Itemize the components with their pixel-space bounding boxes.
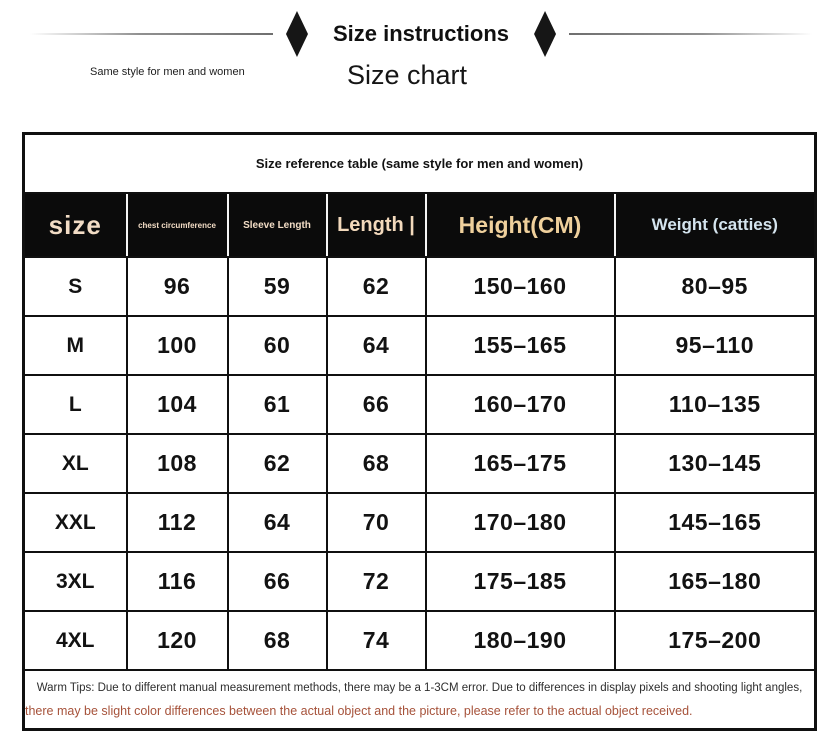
diamond-icon	[286, 11, 308, 57]
page-title: Size chart	[346, 60, 468, 90]
column-header-weight: Weight (catties)	[615, 193, 816, 257]
table-row	[24, 375, 816, 434]
column-header-height: Height(CM)	[426, 193, 615, 257]
chest-cell: 112	[127, 493, 228, 552]
sleeve-cell: 60	[228, 316, 327, 375]
height-cell: 170–180	[426, 493, 615, 552]
size-cell: XXL	[24, 493, 127, 552]
weight-cell: 145–165	[615, 493, 816, 552]
length-cell: 62	[327, 257, 426, 316]
weight-cell: 130–145	[615, 434, 816, 493]
sleeve-cell: 61	[228, 375, 327, 434]
warm-tips-row	[24, 670, 816, 730]
weight-cell: 95–110	[615, 316, 816, 375]
weight-cell: 110–135	[615, 375, 816, 434]
size-cell: L	[24, 375, 127, 434]
length-cell: 74	[327, 611, 426, 670]
diamond-icon	[534, 11, 556, 57]
height-cell: 160–170	[426, 375, 615, 434]
chest-cell: 100	[127, 316, 228, 375]
unisex-note: Same style for men and women	[90, 66, 245, 78]
table-row	[24, 493, 816, 552]
section-title: Size instructions	[332, 21, 510, 46]
size-cell: 3XL	[24, 552, 127, 611]
length-cell: 68	[327, 434, 426, 493]
weight-cell: 80–95	[615, 257, 816, 316]
weight-cell: 165–180	[615, 552, 816, 611]
table-row	[24, 316, 816, 375]
table-caption: Size reference table (same style for men and women)	[24, 134, 816, 194]
height-cell: 155–165	[426, 316, 615, 375]
size-table	[22, 132, 817, 731]
size-cell: XL	[24, 434, 127, 493]
chest-cell: 116	[127, 552, 228, 611]
table-row	[24, 434, 816, 493]
table-row	[24, 611, 816, 670]
table-caption-row	[24, 134, 816, 194]
size-cell: M	[24, 316, 127, 375]
length-cell: 70	[327, 493, 426, 552]
height-cell: 180–190	[426, 611, 615, 670]
column-header-chest: chest circumference	[127, 193, 228, 257]
chest-cell: 108	[127, 434, 228, 493]
sleeve-cell: 62	[228, 434, 327, 493]
column-header-sleeve: Sleeve Length	[228, 193, 327, 257]
chest-cell: 120	[127, 611, 228, 670]
height-cell: 165–175	[426, 434, 615, 493]
right-divider-line	[569, 33, 812, 35]
column-header-length: Length |	[327, 193, 426, 257]
chest-cell: 104	[127, 375, 228, 434]
sleeve-cell: 64	[228, 493, 327, 552]
sleeve-cell: 66	[228, 552, 327, 611]
size-cell: 4XL	[24, 611, 127, 670]
length-cell: 64	[327, 316, 426, 375]
sleeve-cell: 59	[228, 257, 327, 316]
weight-cell: 175–200	[615, 611, 816, 670]
length-cell: 72	[327, 552, 426, 611]
chest-cell: 96	[127, 257, 228, 316]
table-header-row	[24, 193, 816, 257]
warm-tips-line1: Warm Tips: Due to different manual measurement methods, there may be a 1-3CM error. Due to differences in display pixels and shooting light angles,	[36, 681, 803, 694]
warm-tips-line2: there may be slight color differences between the actual object and the picture, please refer to the actual object received.	[25, 703, 693, 718]
height-cell: 175–185	[426, 552, 615, 611]
header-decor	[0, 11, 836, 57]
sleeve-cell: 68	[228, 611, 327, 670]
table-row	[24, 257, 816, 316]
table-row	[24, 552, 816, 611]
column-header-size: size	[24, 193, 127, 257]
height-cell: 150–160	[426, 257, 615, 316]
size-cell: S	[24, 257, 127, 316]
warm-tips	[24, 670, 816, 730]
left-divider-line	[30, 33, 273, 35]
length-cell: 66	[327, 375, 426, 434]
